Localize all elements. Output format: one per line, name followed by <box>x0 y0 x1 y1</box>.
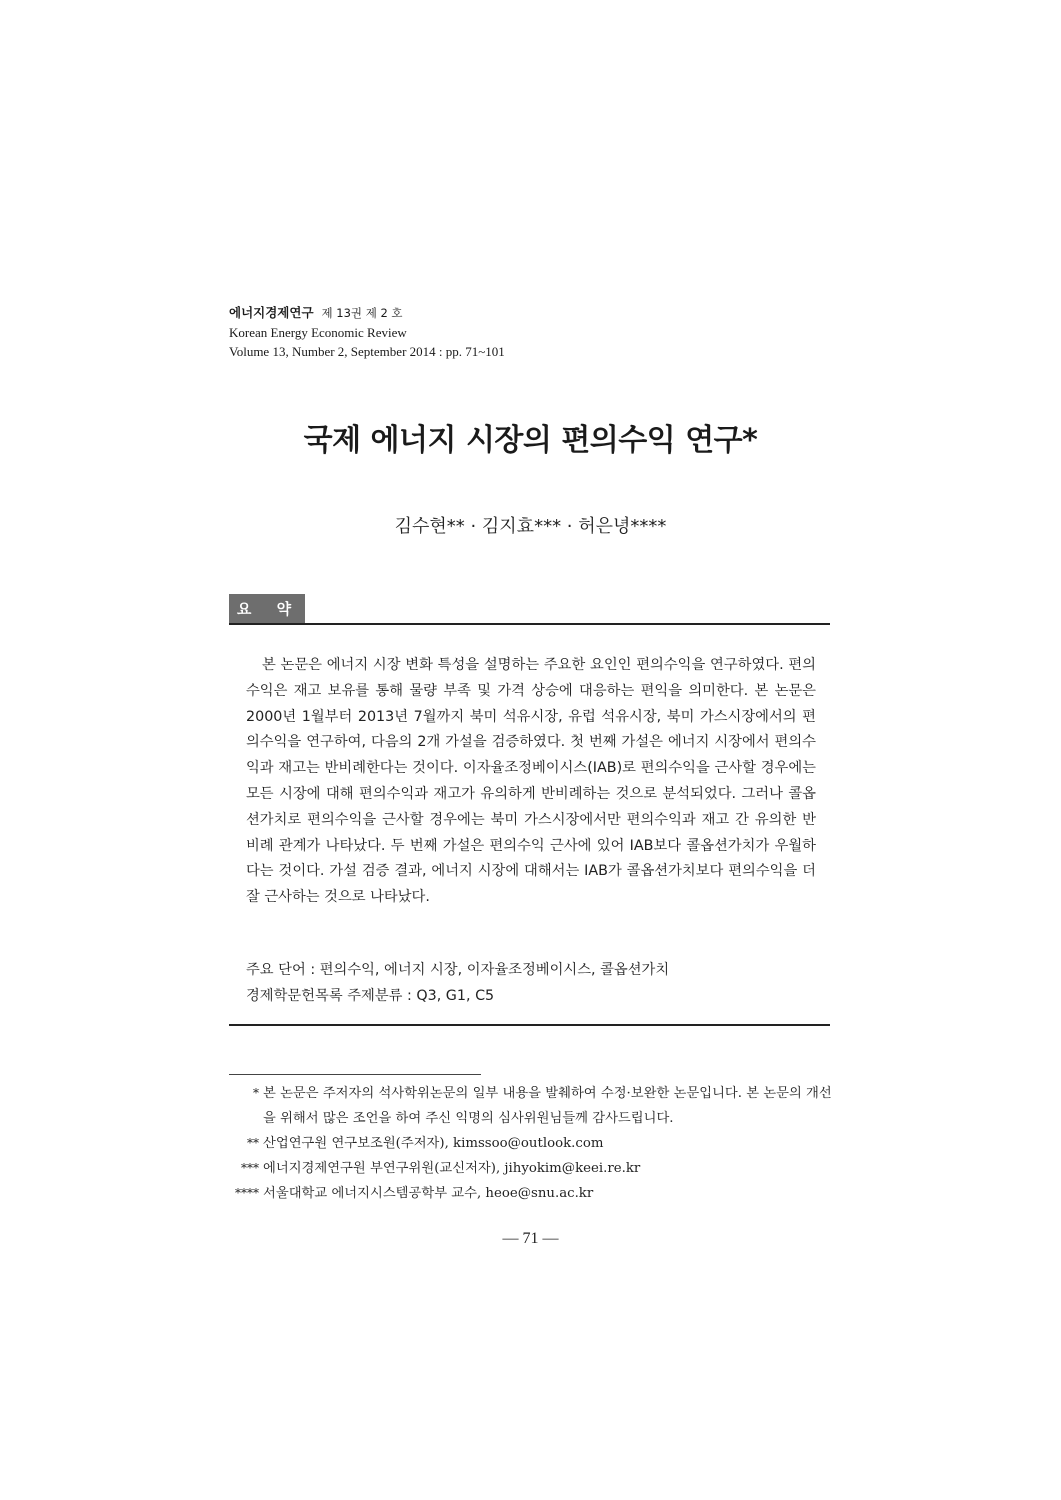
journal-korean-volume: 제 13권 제 2 호 <box>321 306 403 320</box>
journal-korean-line <box>229 303 505 323</box>
keywords-line: 주요 단어 : 편의수익, 에너지 시장, 이자율조정베이시스, 콜옵션가치 <box>246 962 670 978</box>
footnote-mark: **** <box>235 1186 259 1200</box>
footnote-text: 본 논문은 주저자의 석사학위논문의 일부 내용을 발췌하여 수정·보완한 논문입니다. 본 논문의 개선을 위해서 많은 조언을 하여 주신 익명의 심사위원님들께 감사드립니다. <box>263 1086 832 1126</box>
footnote-1 <box>229 1081 839 1131</box>
jel-classification-line: 경제학문헌목록 주제분류 : Q3, G1, C5 <box>246 988 495 1004</box>
abstract-text: 본 논문은 에너지 시장 변화 특성을 설명하는 주요한 요인인 편의수익을 연구하였다. 편의수익은 재고 보유를 통해 물량 부족 및 가격 상승에 대응하는 편익을 의미한다. 본 논문은 2000년 1월부터 2013년 7월까지 북미 석유시장, 유럽 석유시장, 북미 가스시장에서의 편의수익을 연구하여, 다음의 2개 가설을 검증하였다. 첫 번째 가설은 에너지 시장에서 편의수익과 재고는 반비례한다는 것이다. 이자율조정베이시스(IAB)로 편의수익을 근사할 경우에는 모든 시장에 대해 편의수익과 재고가 유의하게 반비례하는 것으로 분석되었다. 그러나 콜옵션가치로 편의수익을 근사할 경우에는 북미 가스시장에서만 편의수익과 재고 간 유의한 반비례 관계가 나타났다. 두 번째 가설은 편의수익 근사에 있어 IAB보다 콜옵션가치가 우월하다는 것이다. 가설 검증 결과, 에너지 시장에 대해서는 IAB가 콜옵션가치보다 편의수익을 더 잘 근사하는 것으로 나타났다. <box>246 657 816 906</box>
keywords-block <box>246 957 826 1009</box>
footnote-4 <box>229 1181 839 1206</box>
footnotes <box>229 1081 839 1206</box>
footnote-text: 산업연구원 연구보조원(주저자), kimssoo@outlook.com <box>263 1136 604 1151</box>
footnote-separator <box>229 1074 481 1075</box>
footnote-mark: * <box>253 1086 259 1100</box>
journal-korean-name: 에너지경제연구 <box>229 305 314 320</box>
abstract-bottom-rule <box>229 1024 830 1026</box>
footnote-3 <box>229 1156 839 1181</box>
abstract-top-rule <box>229 623 830 625</box>
footnote-mark: ** <box>247 1136 259 1150</box>
page-number: — 71 — <box>502 1230 559 1247</box>
author-list: 김수현** · 김지효*** · 허은녕**** <box>394 516 667 537</box>
journal-header <box>229 303 505 361</box>
footnote-2 <box>229 1131 839 1156</box>
footnote-text: 에너지경제연구원 부연구위원(교신저자), jihyokim@keei.re.kr <box>263 1161 641 1176</box>
abstract-body <box>246 653 816 911</box>
paper-title: 국제 에너지 시장의 편의수익 연구* <box>303 423 758 458</box>
footnote-text: 서울대학교 에너지시스템공학부 교수, heoe@snu.ac.kr <box>263 1186 594 1201</box>
journal-volume-line: Volume 13, Number 2, September 2014 : pp. 71~101 <box>229 344 505 359</box>
footnote-mark: *** <box>241 1161 259 1175</box>
journal-english-name: Korean Energy Economic Review <box>229 325 407 340</box>
abstract-label: 요 약 <box>229 594 305 624</box>
